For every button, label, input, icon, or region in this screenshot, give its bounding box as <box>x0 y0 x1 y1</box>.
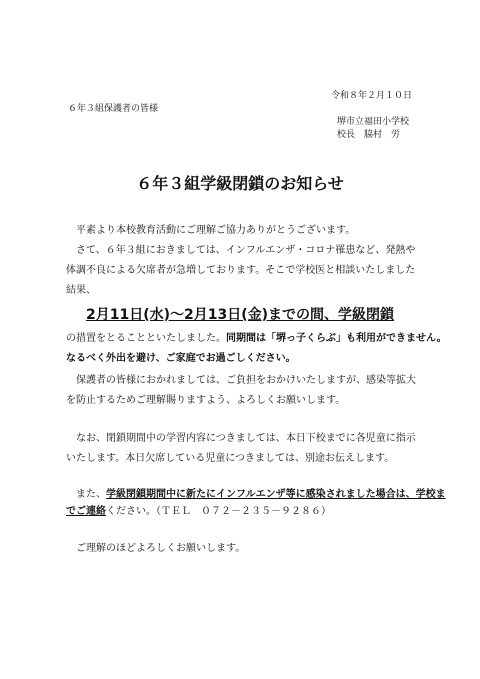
paragraph-learning-line1: なお、閉鎖期間中の学習内容につきましては、本日下校までに各児童に指示 <box>76 433 416 444</box>
paragraph-situation-line3: 結果、 <box>66 285 96 296</box>
measure-lead-text: の措置をとることといたしました。 <box>66 333 226 344</box>
contact-lead-text: また、 <box>76 489 106 500</box>
contact-notice-bold: 学級閉鎖期間中に新たにインフルエンザ等に感染されました場合は、学校ま <box>106 489 446 500</box>
stay-home-notice: なるべく外出を避け、ご家庭でお過ごしください。 <box>66 353 296 364</box>
paragraph-situation-line1: さて、６年３組におきましては、インフルエンザ・コロナ罹患など、発熱や <box>76 245 416 256</box>
closing-line: ご理解のほどよろしくお願いします。 <box>76 543 246 554</box>
recipient-line: ６年３組保護者の皆様 <box>68 104 159 114</box>
paragraph-situation-line2: 体調不良による欠席者が急増しております。そこで学校医と相談いたしました <box>66 265 416 276</box>
paragraph-contact-line1 <box>76 488 446 501</box>
paragraph-contact-line2 <box>66 505 331 518</box>
kids-club-notice: 同期間は「堺っ子くらぶ」も利用ができません。 <box>226 333 447 344</box>
paragraph-greeting: 平素より本校教育活動にご理解ご協力ありがとうございます。 <box>76 225 356 236</box>
issue-date: 令和８年２月１０日 <box>330 91 412 101</box>
contact-phone-text: ください。（ＴＥＬ ０７２－２３５－９２８６） <box>106 506 331 517</box>
paragraph-learning-line2: いたします。本日欠席している児童につきましては、別途お伝えします。 <box>66 453 395 464</box>
principal-name: 校長 脇村 労 <box>337 130 401 140</box>
school-name: 堺市立福田小学校 <box>337 117 410 127</box>
document-title: ６年３組学級閉鎖のお知らせ <box>136 174 344 193</box>
paragraph-measure <box>66 332 447 345</box>
paragraph-request-line1: 保護者の皆様におかれましては、ご負担をおかけいたしますが、感染等拡大 <box>76 375 416 386</box>
closure-period-headline: 2月11日(水)～2月13日(金)までの間、学級閉鎖 <box>85 307 395 323</box>
contact-notice-bold-cont: でご連絡 <box>66 506 106 517</box>
paragraph-request-line2: を防止するためご理解賜りますよう、よろしくお願いします。 <box>66 395 346 406</box>
